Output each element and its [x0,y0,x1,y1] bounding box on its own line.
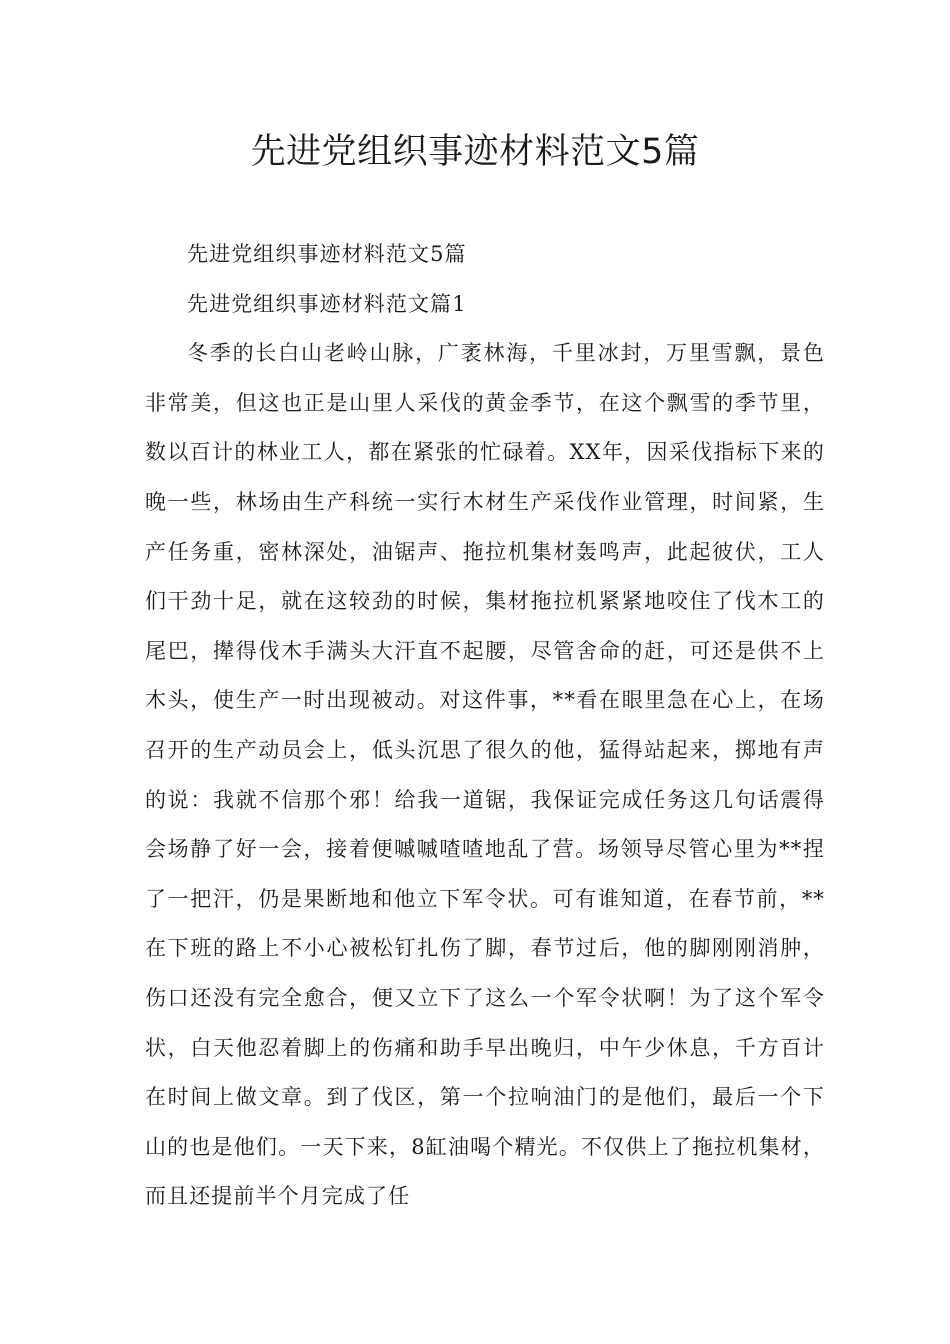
paragraph-subheading: 先进党组织事迹材料范文篇1 [187,291,467,316]
document-title: 先进党组织事迹材料范文5篇 [250,132,700,172]
paragraph-body: 冬季的长白山老岭山脉，广袤林海，千里冰封，万里雪飘，景色非常美，但这也正是山里人采伐的黄金季节，在这个飘雪的季节里，数以百计的林业工人，都在紧张的忙碌着。XX年，因采伐指标下来的晚一些，林场由生产科统一实行木材生产采伐作业管理，时间紧，生产任务重，密林深处，油锯声、拖拉机集材轰鸣声，此起彼伏，工人们干劲十足，就在这较劲的时候，集材拖拉机紧紧地咬住了伐木工的尾巴，撵得伐木手满头大汗直不起腰，尽管舍命的赶，可还是供不上木头，使生产一时出现被动。对这件事，**看在眼里急在心上，在场召开的生产动员会上，低头沉思了很久的他，猛得站起来，掷地有声的说：我就不信那个邪！给我一道锯，我保证完成任务这几句话震得会场静了好一会，接着便嘁嘁喳喳地乱了营。场领导尽管心里为**捏了一把汗，仍是果断地和他立下军令状。可有谁知道，在春节前，**在下班的路上不小心被松钉扎伤了脚，春节过后，他的脚刚刚消肿，伤口还没有完全愈合，便又立下了这么一个军令状啊！为了这个军令状，白天他忍着脚上的伤痛和助手早出晚归，中午少休息，千方百计在时间上做文章。到了伐区，第一个拉响油门的是他们，最后一个下山的也是他们。一天下来，8缸油喝个精光。不仅供上了拖拉机集材，而且还提前半个月完成了任 [145,341,825,1209]
paragraph-heading: 先进党组织事迹材料范文5篇 [187,242,467,266]
document-body [145,230,825,1222]
